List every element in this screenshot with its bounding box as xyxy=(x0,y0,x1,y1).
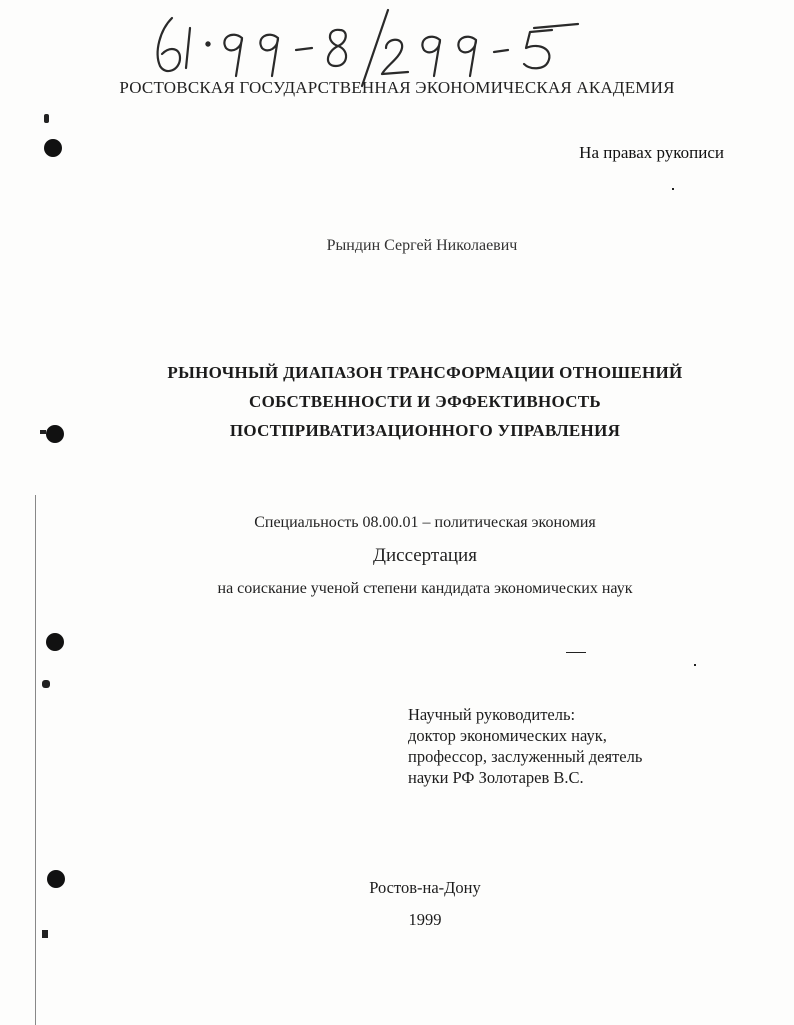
year: 1999 xyxy=(408,910,442,929)
scan-speck xyxy=(42,680,50,688)
scan-speck xyxy=(40,430,46,434)
binding-hole xyxy=(46,633,64,651)
scientific-advisor xyxy=(408,704,642,788)
institution-name: РОСТОВСКАЯ ГОСУДАРСТВЕННАЯ ЭКОНОМИЧЕСКАЯ АКАДЕМИЯ xyxy=(119,78,675,97)
binding-hole xyxy=(47,870,65,888)
advisor-line: профессор, заслуженный деятель xyxy=(408,747,643,766)
scan-margin-line xyxy=(35,495,36,1025)
advisor-line: Научный руководитель: xyxy=(408,705,576,724)
city: Ростов-на-Дону xyxy=(369,878,481,897)
scan-speck xyxy=(42,930,48,938)
rights-note: На правах рукописи xyxy=(579,143,724,162)
handwritten-catalog-number-drawing xyxy=(150,8,590,88)
dissertation-title xyxy=(0,358,794,445)
scan-speck xyxy=(44,114,49,123)
scan-speck xyxy=(694,664,696,666)
specialty-line: Специальность 08.00.01 – политическая экономия xyxy=(254,514,596,531)
advisor-line: доктор экономических наук, xyxy=(408,726,607,745)
title-line: РЫНОЧНЫЙ ДИАПАЗОН ТРАНСФОРМАЦИИ ОТНОШЕНИЙ xyxy=(167,363,683,382)
handwritten-catalog-number xyxy=(150,8,590,88)
title-line: СОБСТВЕННОСТИ И ЭФФЕКТИВНОСТЬ xyxy=(249,392,601,411)
scan-speck xyxy=(566,652,586,653)
binding-hole xyxy=(44,139,62,157)
advisor-line: науки РФ Золотарев В.С. xyxy=(408,768,584,787)
title-line: ПОСТПРИВАТИЗАЦИОННОГО УПРАВЛЕНИЯ xyxy=(229,421,621,440)
scan-speck xyxy=(672,188,674,190)
document-type: Диссертация xyxy=(373,545,477,566)
author-name: Рындин Сергей Николаевич xyxy=(326,237,518,254)
degree-line: на соискание ученой степени кандидата экономических наук xyxy=(217,580,633,597)
binding-hole xyxy=(46,425,64,443)
